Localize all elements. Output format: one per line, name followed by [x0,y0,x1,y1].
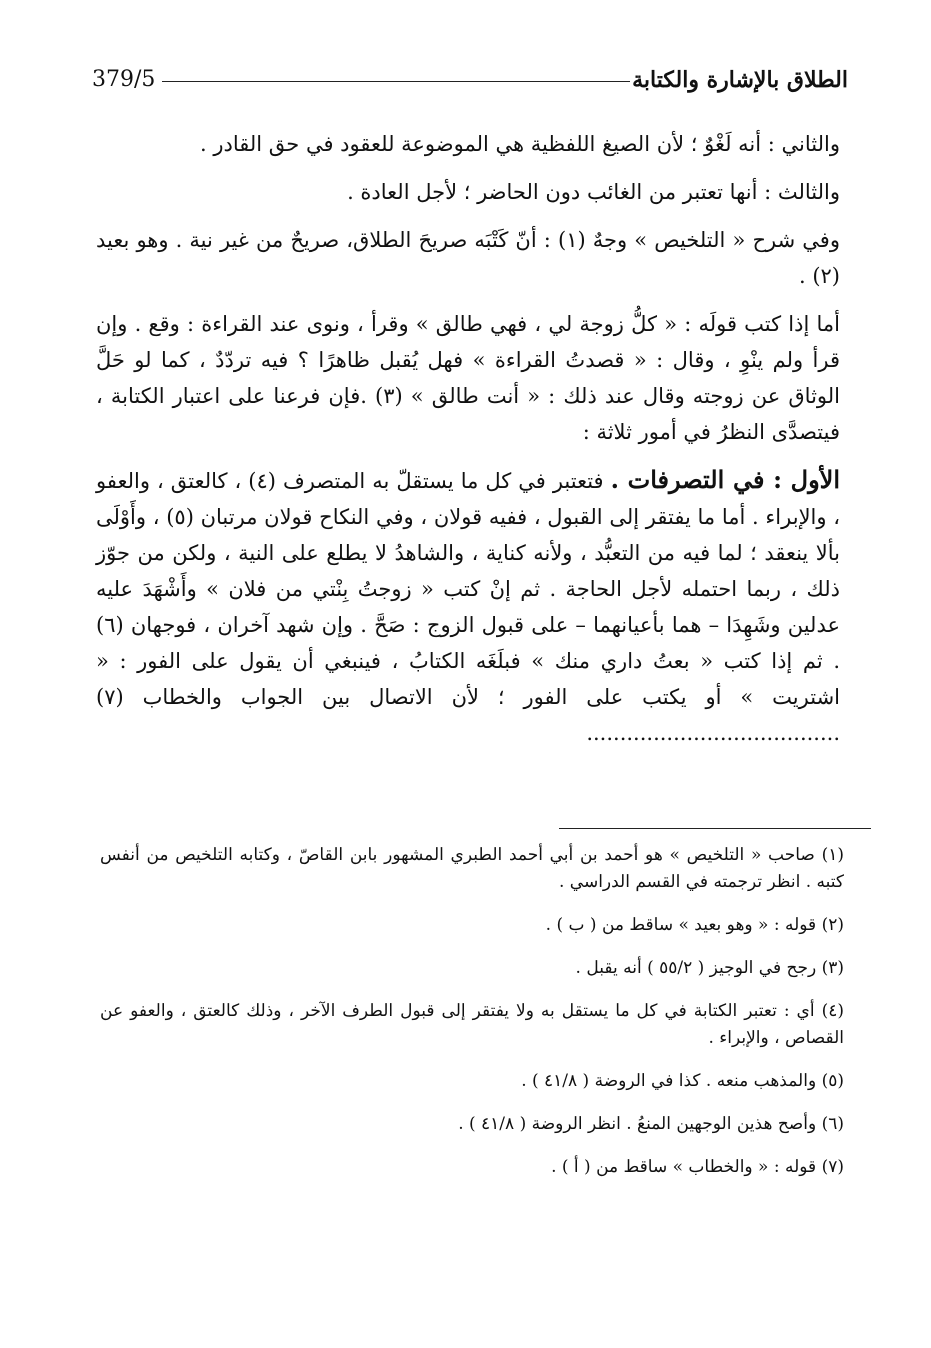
footnote-separator [559,828,871,829]
paragraph-transactions [96,462,840,751]
main-text [96,126,840,763]
running-title: الطلاق بالإشارة والكتابة [632,67,848,93]
footnote-4: (٤) أي : تعتبر الكتابة في كل ما يستقل به ولا يفتقر إلى قبول الطرف الآخر ، وذلك كالعتق ، والعفو عن القصاص ، والإبراء . [100,1001,844,1048]
paragraph-talkhis: وفي شرح « التلخيص » وجهٌ (١) : أنّ كَتْبَه صريحَ الطلاق، صريحٌ من غير نية . وهو بعيد (٢) . [96,228,840,288]
footnotes [100,842,844,1197]
footnote-6: (٦) وأصح هذين الوجهين المنعُ . انظر الروضة ( ٤١/٨ ) . [458,1114,844,1134]
footnote-7: (٧) قوله : « والخطاب » ساقط من ( أ ) . [551,1157,844,1177]
footnote-3: (٣) رجح في الوجيز ( ٥٥/٢ ) أنه يقبل . [575,958,844,978]
footnote-2: (٢) قوله : « وهو بعيد » ساقط من ( ب ) . [545,915,844,935]
page-header [92,60,848,104]
section-text: فتعتبر في كل ما يستقلّ به المتصرف (٤) ، كالعتق ، والعفو ، والإبراء . أما ما يفتقر إلى القبول ، ففيه قولان ، وفي النكاح قولان مرتبان (٥) ، وأَوْلَى بألا ينعقد ؛ لما فيه من التعبُّد ، ولأنه كناية ، والشاهدُ لا يطلع على النية ، ولكن من جوّز ذلك ، ربما احتمله لأجل الحاجة . ثم إنْ كتب « زوجتُ بِنْتي من فلان » وأَشْهَدَ عليه عدلين وشَهِدَا – هما بأعيانهما – على قبول الزوج : صَحَّ . وإن شهد آخران ، فوجهان (٦) . ثم إذا كتب « بعتُ داري منك » فبلَغَه الكتابُ ، فينبغي أن يقول على الفور : « اشتريت » أو يكتب على الفور ؛ لأن الاتصال بين الجواب والخطاب (٧) ...................................... [96,469,841,745]
paragraph-second-view: والثاني : أنه لَغْوٌ ؛ لأن الصيغ اللفظية هي الموضوعة للعقود في حق القادر . [200,132,840,156]
section-lead: الأول : في التصرفات . [610,465,841,494]
page-number: 379/5 [92,67,156,92]
paragraph-reading: أما إذا كتب قولَه : « كلُّ زوجة لي ، فهي طالق » وقرأ ، ونوى عند القراءة : وقع . وإن قرأ ولم ينْوِ ، وقال : « قصدتُ القراءة » فهل يُقبل ظاهرًا ؟ فيه تردّدٌ ، كما لو حَلَّ الوثاق عن زوجته وقال عند ذلك : « أنت طالق » (٣) .فإن فرعنا على اعتبار الكتابة ، فيتصدَّى النظرُ في أمور ثلاثة : [96,312,840,444]
header-rule [162,81,630,82]
footnote-5: (٥) والمذهب منعه . كذا في الروضة ( ٤١/٨ ) . [521,1071,844,1091]
footnote-1: (١) صاحب « التلخيص » هو أحمد بن أبي أحمد الطبري المشهور بابن القاصّ ، وكتابه التلخيص من أنفس كتبه . انظر ترجمته في القسم الدراسي . [100,845,844,892]
paragraph-third-view: والثالث : أنها تعتبر من الغائب دون الحاضر ؛ لأجل العادة . [347,180,840,204]
